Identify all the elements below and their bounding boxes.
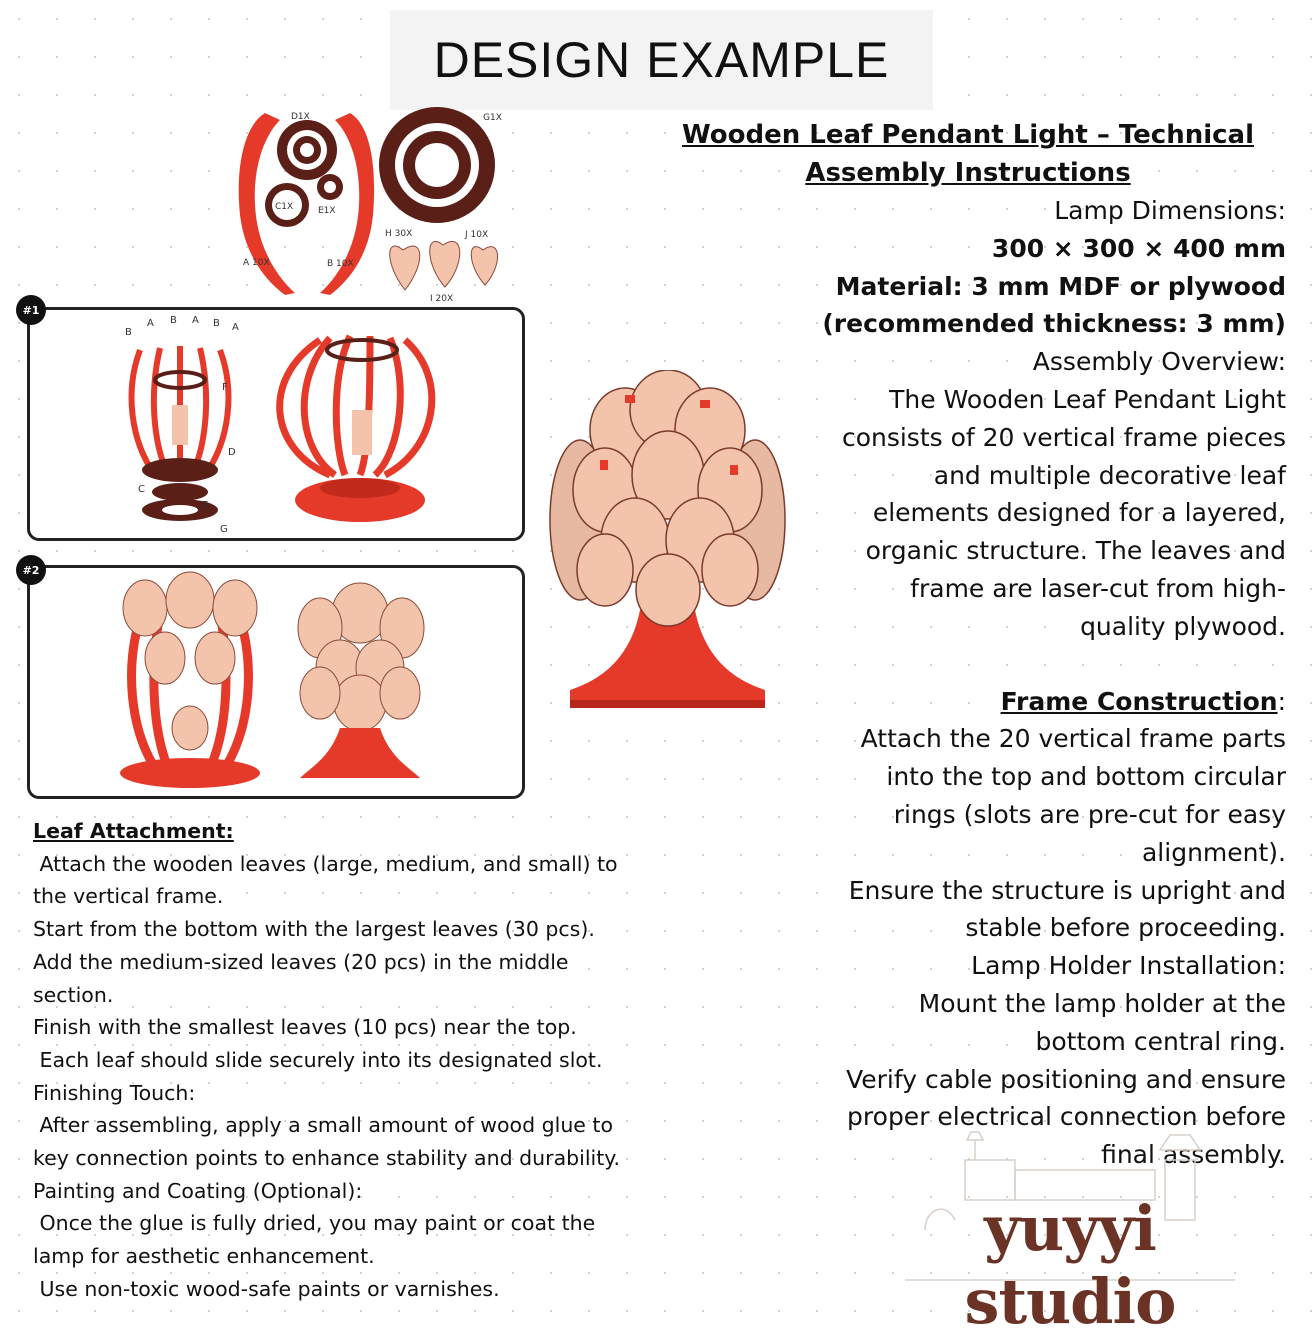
instruction-line: Each leaf should slide securely into its designated slot. [33,1047,603,1072]
leaf-attachment-heading: Leaf Attachment: [33,819,234,843]
overview-line: quality plywood. [1080,611,1286,641]
frame-line: into the top and bottom circular [886,762,1286,792]
overview-line: consists of 20 vertical frame pieces [841,422,1286,452]
paragraph-spacer [770,646,1286,683]
frame-line: Attach the 20 vertical frame parts [860,724,1286,754]
part-label-f: F 1X [425,161,445,171]
overview-line: The Wooden Leaf Pendant Light [889,384,1286,414]
step1-letter-c: C [138,484,145,495]
instruction-line: section. [33,982,114,1007]
doc-title-line-2: Assembly Instructions [805,158,1131,188]
right-column [682,116,1286,1174]
part-label-e: E1X [318,206,336,216]
overview-line: frame are laser-cut from high- [910,573,1286,603]
frame-line: alignment). [1141,837,1286,867]
logo-text: yuyyi studio [964,1192,1176,1338]
overview-line: and multiple decorative leaf [933,460,1286,490]
step1-letter-f: F [222,382,228,393]
step1-letter-a1: A [147,318,154,329]
left-column [33,815,753,1306]
step1-letter-g: G [220,524,228,535]
instruction-line: After assembling, apply a small amount of wood glue to [33,1113,614,1138]
doc-title-line-1: Wooden Leaf Pendant Light – Technical [682,120,1254,150]
instruction-line: Attach the wooden leaves (large, medium, and small) to [33,851,618,876]
overview-label: Assembly Overview: [1032,347,1286,377]
instruction-line: Use non-toxic wood-safe paints or varnishes. [33,1276,500,1301]
instruction-line: lamp for aesthetic enhancement. [33,1244,375,1269]
part-label-j: J 10X [465,230,489,240]
step-2-badge: #2 [16,555,46,585]
step-2-diagram [30,568,522,796]
part-label-h: H 30X [385,229,413,239]
frame-line: rings (slots are pre-cut for easy [893,799,1286,829]
frame-line: stable before proceeding. [965,913,1286,943]
instruction-line: Painting and Coating (Optional): [33,1178,363,1203]
page-title: DESIGN EXAMPLE [433,32,890,88]
instruction-line: Start from the bottom with the largest leaves (30 pcs). [33,917,595,942]
step1-letter-e: E [202,500,209,511]
frame-line: Ensure the structure is upright and [848,875,1286,905]
frame-heading-row [770,683,1286,721]
frame-line: Lamp Holder Installation: [971,951,1286,981]
lamp-illustration [540,370,795,720]
material-line-2: (recommended thickness: 3 mm) [822,309,1286,339]
part-label-b: B 10X [327,259,354,269]
frame-line: proper electrical connection before [847,1102,1286,1132]
step1-letter-a2: A [192,315,199,326]
overview-line: elements designed for a layered, [872,498,1286,528]
step-1-panel [27,307,525,541]
step1-letter-a3: A [232,322,239,333]
instruction-line: Finishing Touch: [33,1080,196,1105]
step-2-panel [27,565,525,799]
instruction-line: Finish with the smallest leaves (10 pcs) near the top. [33,1015,577,1040]
step1-letter-b2: B [170,315,177,326]
step1-letter-b3: B [213,318,220,329]
instruction-line: key connection points to enhance stability and durability. [33,1146,621,1171]
part-label-d: D1X [291,112,310,122]
step-1-diagram [30,310,522,538]
frame-heading-colon: : [1277,686,1286,716]
frame-line: Mount the lamp holder at the [918,988,1286,1018]
title-banner [390,10,933,110]
step1-letter-b1: B [125,327,132,338]
instruction-line: Add the medium-sized leaves (20 pcs) in the middle [33,949,569,974]
studio-logo [905,1190,1235,1338]
instruction-line: the vertical frame. [33,884,224,909]
frame-line: final assembly. [1101,1140,1286,1170]
step-1-badge: #1 [16,295,46,325]
overview-line: organic structure. The leaves and [865,536,1286,566]
part-label-c: C1X [275,202,294,212]
frame-heading: Frame Construction [1000,686,1278,716]
step1-letter-d: D [228,447,236,458]
part-label-g: G1X [483,113,502,123]
frame-line: bottom central ring. [1035,1026,1286,1056]
material-line-1: Material: 3 mm MDF or plywood [835,271,1286,301]
part-label-i: I 20X [430,294,454,304]
frame-line: Verify cable positioning and ensure [846,1064,1286,1094]
part-label-a: A 10X [243,258,270,268]
instruction-line: Once the glue is fully dried, you may paint or coat the [33,1211,596,1236]
dimensions-label: Lamp Dimensions: [1054,196,1286,225]
parts-sheet-illustration [225,105,525,305]
dimensions-value: 300 × 300 × 400 mm [991,233,1286,263]
